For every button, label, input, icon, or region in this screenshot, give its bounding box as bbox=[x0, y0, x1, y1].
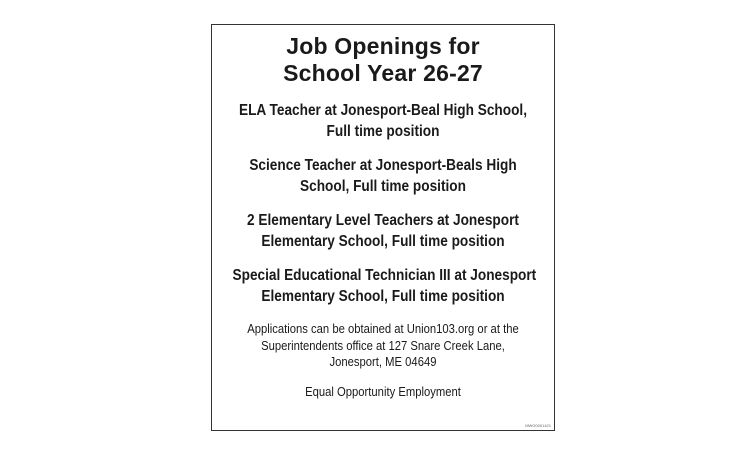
job-line: ELA Teacher at Jonesport-Beal High School, bbox=[238, 102, 528, 119]
application-info bbox=[229, 321, 537, 371]
info-line: Superintendents office at 127 Snare Creek Lane, bbox=[261, 338, 505, 353]
job-listing bbox=[233, 210, 534, 252]
title-line: Job Openings for bbox=[286, 33, 480, 59]
job-line: Special Educational Technician III at Jonesport bbox=[232, 267, 537, 284]
ad-title bbox=[212, 33, 554, 87]
job-listing bbox=[233, 100, 534, 142]
info-line: Applications can be obtained at Union103.org or at the bbox=[247, 322, 519, 336]
job-line: Elementary School, Full time position bbox=[261, 233, 505, 250]
title-line: School Year 26-27 bbox=[283, 60, 483, 86]
ad-id: MWO0001421 bbox=[525, 423, 551, 428]
job-line: School, Full time position bbox=[300, 178, 466, 195]
eeo-statement: Equal Opportunity Employment bbox=[305, 384, 461, 399]
job-listing bbox=[232, 265, 537, 307]
info-line: Jonesport, ME 04649 bbox=[329, 355, 437, 369]
job-line: Science Teacher at Jonesport-Beals High bbox=[249, 157, 517, 174]
job-line: Elementary School, Full time position bbox=[261, 288, 505, 305]
job-listing bbox=[233, 155, 534, 197]
job-line: 2 Elementary Level Teachers at Jonesport bbox=[247, 212, 519, 229]
job-ad bbox=[211, 24, 555, 431]
job-line: Full time position bbox=[326, 123, 440, 140]
